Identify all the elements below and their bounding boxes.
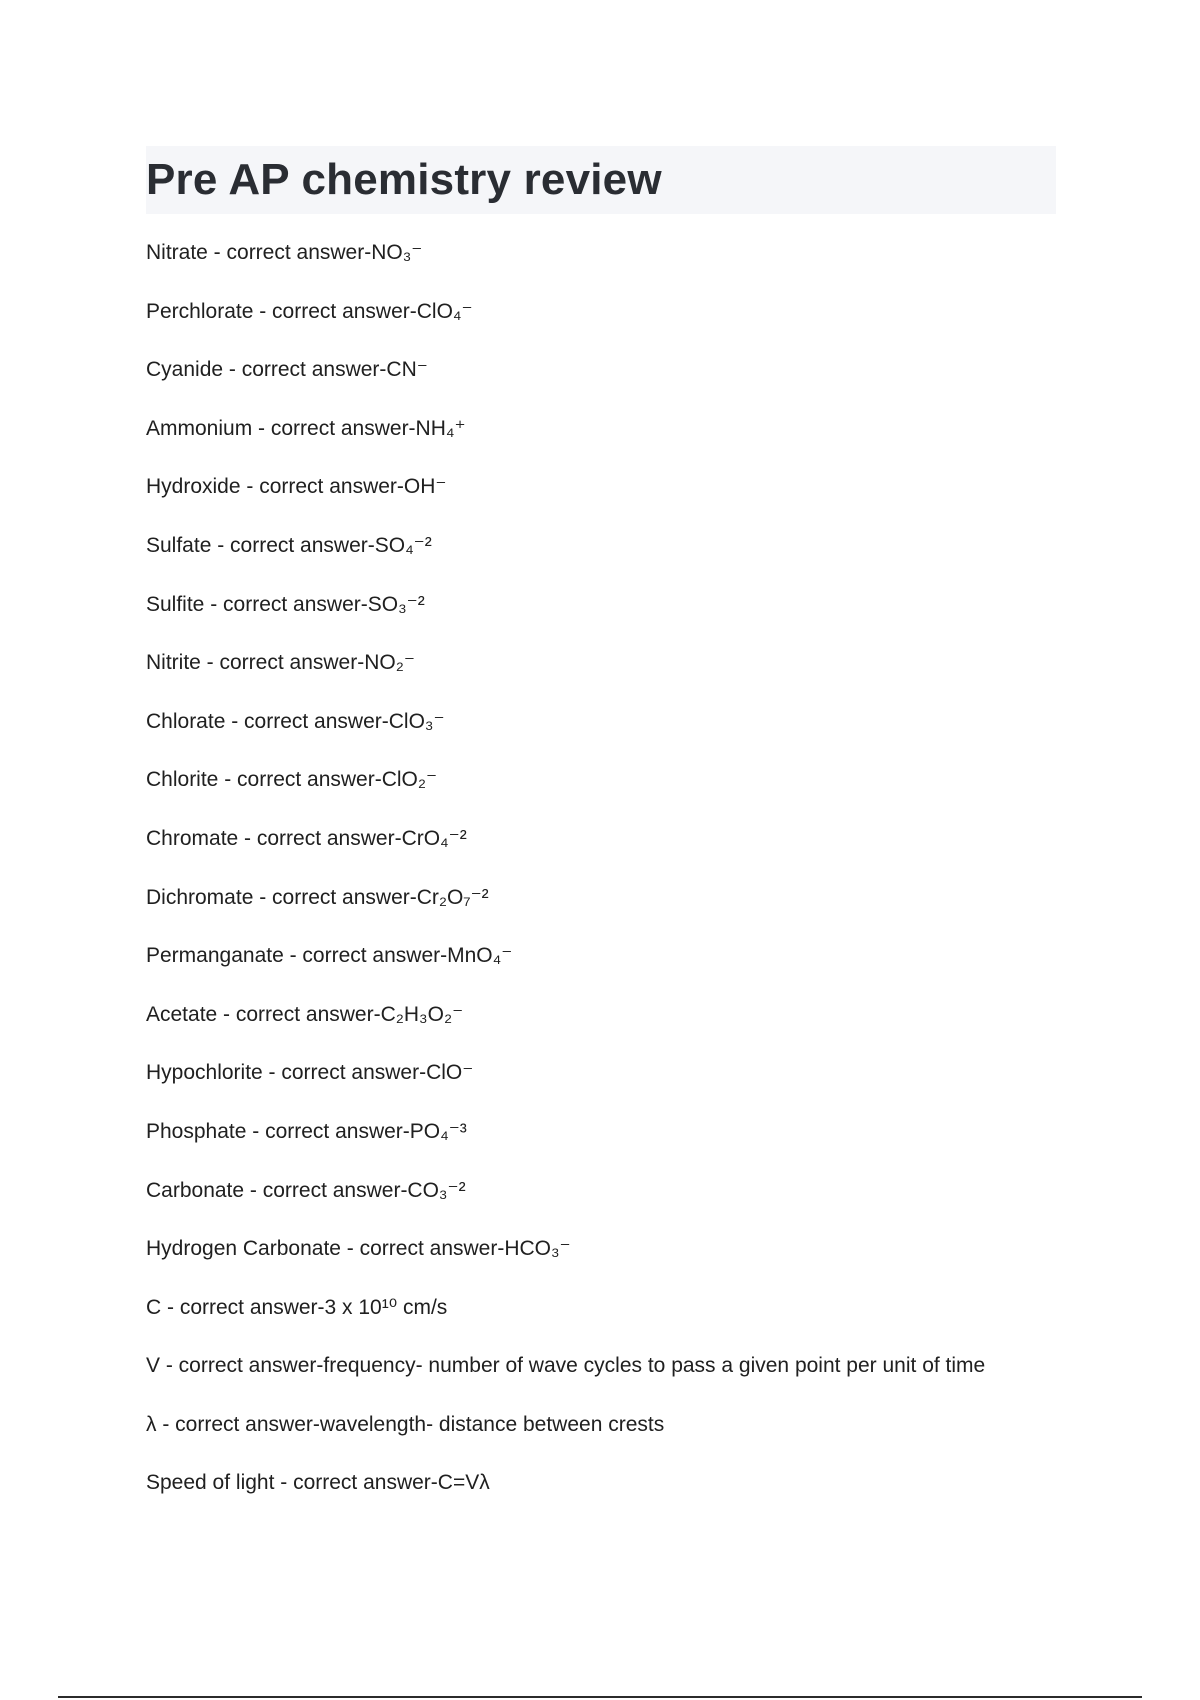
review-entry: λ - correct answer-wavelength- distance between crests — [146, 1412, 665, 1436]
review-entry: Phosphate - correct answer-PO₄⁻³ — [146, 1119, 467, 1143]
review-entry: Sulfate - correct answer-SO₄⁻² — [146, 533, 432, 557]
review-entry: C - correct answer-3 x 10¹⁰ cm/s — [146, 1295, 448, 1319]
review-entry: Perchlorate - correct answer-ClO₄⁻ — [146, 299, 473, 323]
page-title: Pre AP chemistry review — [146, 155, 662, 204]
title-banner — [146, 146, 1056, 214]
review-entry: Chromate - correct answer-CrO₄⁻² — [146, 826, 467, 850]
review-entry: Hydroxide - correct answer-OH⁻ — [146, 475, 447, 499]
review-entry: Ammonium - correct answer-NH₄⁺ — [146, 416, 466, 440]
review-entry: Nitrate - correct answer-NO₃⁻ — [146, 241, 423, 264]
review-entry: Carbonate - correct answer-CO₃⁻² — [146, 1178, 466, 1202]
review-entry: Chlorite - correct answer-ClO₂⁻ — [146, 768, 438, 792]
review-entry: Acetate - correct answer-C₂H₃O₂⁻ — [146, 1002, 464, 1026]
review-entry: Dichromate - correct answer-Cr₂O₇⁻² — [146, 885, 489, 909]
review-entry: Sulfite - correct answer-SO₃⁻² — [146, 592, 425, 616]
review-entry: V - correct answer-frequency- number of wave cycles to pass a given point per unit of time — [146, 1354, 986, 1378]
review-entry: Hypochlorite - correct answer-ClO⁻ — [146, 1061, 474, 1085]
footer-divider — [58, 1696, 1142, 1698]
review-entry: Nitrite - correct answer-NO₂⁻ — [146, 651, 415, 675]
review-entry: Chlorate - correct answer-ClO₃⁻ — [146, 709, 445, 733]
review-entry: Permanganate - correct answer-MnO₄⁻ — [146, 944, 513, 968]
review-entry: Cyanide - correct answer-CN⁻ — [146, 358, 428, 382]
review-entry: Speed of light - correct answer-C=Vλ — [146, 1471, 490, 1495]
review-entry-list — [146, 236, 1086, 1525]
review-entry: Hydrogen Carbonate - correct answer-HCO₃⁻ — [146, 1237, 571, 1261]
